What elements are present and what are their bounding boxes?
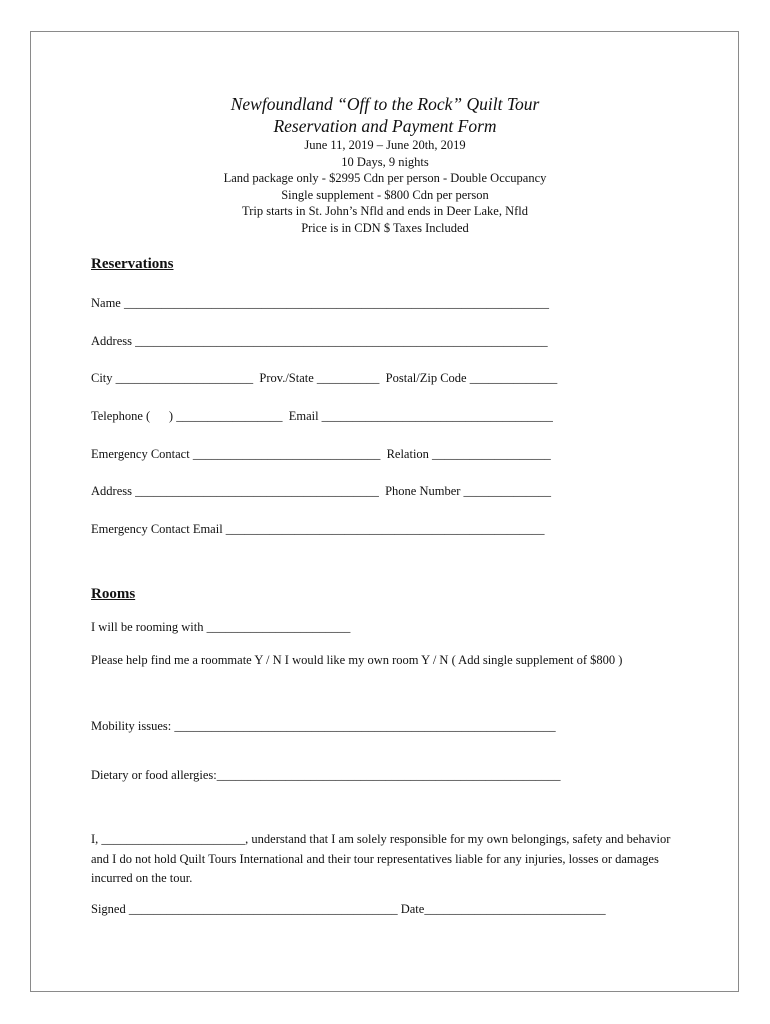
tour-title: Newfoundland “Off to the Rock” Quilt Tour [230,94,540,114]
tour-duration: 10 Days, 9 nights [341,154,429,169]
telephone-email-fields[interactable]: Telephone ( ) _________________ Email _____________________________________ [91,409,553,423]
emergency-address-phone-fields[interactable]: Address _______________________________________ Phone Number ______________ [91,484,552,498]
tour-dates: June 11, 2019 – June 20th, 2019 [304,138,466,152]
dietary-allergies-field[interactable]: Dietary or food allergies:_______________________________________________________ [91,768,561,782]
emergency-contact-relation-fields[interactable]: Emergency Contact ______________________________ Relation ___________________ [91,447,551,461]
reservations-heading: Reservations [91,256,174,272]
rooming-with-field[interactable]: I will be rooming with _______________________ [91,620,351,634]
form-header [0,93,770,236]
city-prov-postal-fields[interactable]: City ______________________ Prov./State __________ Postal/Zip Code ______________ [91,371,558,385]
single-supplement-price: Single supplement - $800 Cdn per person [281,187,489,202]
waiver-statement[interactable]: I, _______________________, understand that I am solely responsible for my own belongings, safety and behavior and I do not hold Quilt Tours International and their tour representatives liable for any injuries, losses or damages incurred on the tour. [91,832,671,885]
rooms-heading: Rooms [91,586,136,602]
trip-route: Trip starts in St. John’s Nfld and ends in Deer Lake, Nfld [242,204,528,218]
signature-date-fields[interactable]: Signed ___________________________________________ Date_____________________________ [91,902,606,916]
emergency-contact-email-field[interactable]: Emergency Contact Email ___________________________________________________ [91,522,545,536]
address-field[interactable]: Address __________________________________________________________________ [91,334,548,348]
name-field[interactable]: Name ____________________________________________________________________ [91,296,549,310]
price-note: Price is in CDN $ Taxes Included [301,220,469,235]
land-package-price: Land package only - $2995 Cdn per person - Double Occupancy [223,171,547,185]
mobility-issues-field[interactable]: Mobility issues: _____________________________________________________________ [91,719,556,733]
roommate-options[interactable]: Please help find me a roommate Y / N I would like my own room Y / N ( Add single supplement of $800 ) [91,653,623,667]
form-title: Reservation and Payment Form [273,116,497,136]
